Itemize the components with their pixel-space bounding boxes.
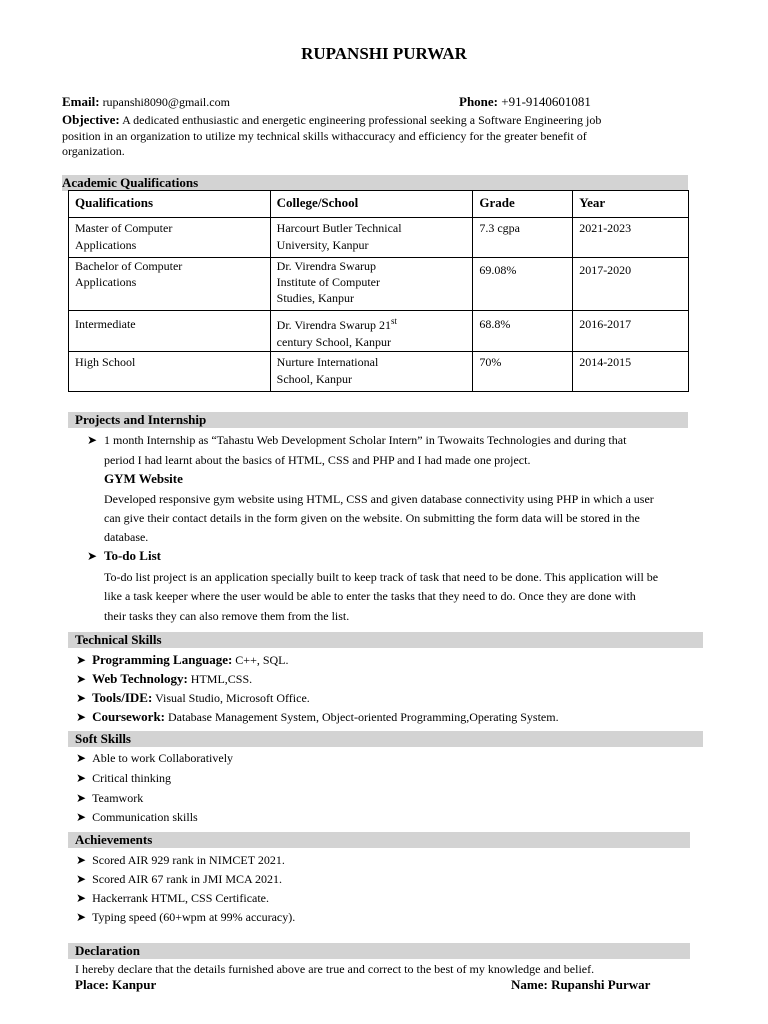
achievements-heading: Achievements xyxy=(75,832,153,847)
cell-line: Institute of Computer xyxy=(276,275,380,289)
table-cell: 2016-2017 xyxy=(573,311,689,352)
phone-line xyxy=(459,94,591,110)
internship-line-1: 1 month Internship as “Tahastu Web Development Scholar Intern” in Twowaits Technologies and during that xyxy=(104,433,627,447)
gym-title: GYM Website xyxy=(104,471,183,486)
projects-heading: Projects and Internship xyxy=(75,412,207,427)
arrow-bullet-icon: ➤ xyxy=(87,433,98,447)
cell-line: Dr. Virendra Swarup 21st xyxy=(276,316,398,332)
arrow-bullet-icon: ➤ xyxy=(76,710,87,724)
todo-line-1: To-do list project is an application specially built to keep track of task that need to be done. This application will be xyxy=(104,570,659,584)
table-cell xyxy=(69,218,271,258)
gym-line-2: can give their contact details in the form given on the website. On submitting the form data will be stored in the xyxy=(104,511,640,525)
todo-line-2: like a task keeper where the user would be able to enter the tasks that they need to do. Once they are done with xyxy=(104,589,636,603)
cell-line: Nurture International xyxy=(276,355,379,369)
table-cell xyxy=(69,311,271,352)
soft-heading-band xyxy=(68,731,703,747)
arrow-bullet-icon: ➤ xyxy=(76,653,87,667)
objective-text-2: position in an organization to utilize my technical skills withaccuracy and efficiency for the greater benefit of xyxy=(62,129,587,143)
email-line xyxy=(62,94,230,110)
email-value: rupanshi8090@gmail.com xyxy=(102,95,230,109)
objective-text-3: organization. xyxy=(62,144,125,158)
cell-line: century School, Kanpur xyxy=(276,335,391,349)
cell-line: Applications xyxy=(75,275,137,289)
technical-item: ➤ Web Technology: HTML,CSS. xyxy=(76,671,253,686)
table-cell: 69.08% xyxy=(473,258,573,311)
table-cell xyxy=(270,258,473,311)
arrow-bullet-icon: ➤ xyxy=(76,910,87,924)
table-header-cell: College/School xyxy=(270,191,473,218)
objective-line-1 xyxy=(62,112,601,128)
cell-line: University, Kanpur xyxy=(276,238,369,252)
declaration-place: Place: Kanpur xyxy=(75,977,157,992)
cell-line: Intermediate xyxy=(75,317,136,331)
soft-item: ➤ Communication skills xyxy=(76,810,198,824)
projects-heading-band xyxy=(68,412,688,428)
table-row xyxy=(69,218,689,258)
email-label: Email: xyxy=(62,94,100,109)
internship-line-2: period I had learnt about the basics of HTML, CSS and PHP and I had made one project. xyxy=(104,453,531,467)
declaration-heading-band xyxy=(68,943,690,959)
table-cell: 7.3 cgpa xyxy=(473,218,573,258)
table-cell: 2017-2020 xyxy=(573,258,689,311)
table-header-row xyxy=(69,191,689,218)
table-cell xyxy=(69,352,271,392)
table-cell xyxy=(270,218,473,258)
cell-line: Bachelor of Computer xyxy=(75,259,183,273)
gym-line-3: database. xyxy=(104,530,149,544)
achievement-item: ➤ Hackerrank HTML, CSS Certificate. xyxy=(76,891,270,905)
cell-line: Studies, Kanpur xyxy=(276,291,354,305)
table-cell xyxy=(270,311,473,352)
table-cell xyxy=(69,258,271,311)
achievement-item: ➤ Scored AIR 929 rank in NIMCET 2021. xyxy=(76,853,285,867)
declaration-heading: Declaration xyxy=(75,943,140,958)
arrow-bullet-icon: ➤ xyxy=(76,691,87,705)
cell-line: High School xyxy=(75,355,136,369)
table-cell xyxy=(270,352,473,392)
table-row xyxy=(69,311,689,352)
table-header-cell: Qualifications xyxy=(69,191,271,218)
cell-line: Harcourt Butler Technical xyxy=(276,221,402,235)
technical-item: ➤ Programming Language: C++, SQL. xyxy=(76,652,289,667)
objective-text-1: A dedicated enthusiastic and energetic engineering professional seeking a Software Engineering job xyxy=(122,113,602,127)
arrow-bullet-icon: ➤ xyxy=(76,853,87,867)
soft-item: ➤ Critical thinking xyxy=(76,771,172,785)
technical-item: ➤ Coursework: Database Management System, Object-oriented Programming,Operating System. xyxy=(76,709,559,724)
arrow-bullet-icon: ➤ xyxy=(76,872,87,886)
table-cell: 70% xyxy=(473,352,573,392)
declaration-text: I hereby declare that the details furnished above are true and correct to the best of my knowledge and belief. xyxy=(75,962,595,976)
arrow-bullet-icon: ➤ xyxy=(76,672,87,686)
gym-line-1: Developed responsive gym website using HTML, CSS and given database connectivity using PHP in which a user xyxy=(104,492,654,506)
table-row xyxy=(69,352,689,392)
objective-label: Objective: xyxy=(62,112,120,127)
academic-table xyxy=(68,190,689,392)
table-cell: 2014-2015 xyxy=(573,352,689,392)
soft-heading: Soft Skills xyxy=(75,731,131,746)
phone-value: +91-9140601081 xyxy=(501,94,591,109)
table-row xyxy=(69,258,689,311)
cell-line: Dr. Virendra Swarup xyxy=(276,259,377,273)
table-header-cell: Year xyxy=(573,191,689,218)
arrow-bullet-icon: ➤ xyxy=(76,771,87,785)
cell-line: School, Kanpur xyxy=(276,372,352,386)
soft-item: ➤ Teamwork xyxy=(76,791,144,805)
phone-label: Phone: xyxy=(459,94,498,109)
academic-heading: Academic Qualifications xyxy=(62,175,199,190)
academic-heading-band xyxy=(62,175,688,191)
resume-name: RUPANSHI PURWAR xyxy=(301,44,467,63)
arrow-bullet-icon: ➤ xyxy=(76,810,87,824)
todo-line-3: their tasks they can also remove them from the list. xyxy=(104,609,350,623)
soft-item: ➤ Able to work Collaboratively xyxy=(76,751,234,765)
table-cell: 68.8% xyxy=(473,311,573,352)
technical-heading: Technical Skills xyxy=(75,632,162,647)
arrow-bullet-icon: ➤ xyxy=(76,791,87,805)
technical-heading-band xyxy=(68,632,703,648)
table-cell: 2021-2023 xyxy=(573,218,689,258)
arrow-bullet-icon: ➤ xyxy=(87,549,98,563)
table-header-cell: Grade xyxy=(473,191,573,218)
declaration-name: Name: Rupanshi Purwar xyxy=(511,977,651,992)
arrow-bullet-icon: ➤ xyxy=(76,751,87,765)
technical-item: ➤ Tools/IDE: Visual Studio, Microsoft Office. xyxy=(76,690,310,705)
cell-line: Master of Computer xyxy=(75,221,173,235)
achievements-heading-band xyxy=(68,832,690,848)
achievement-item: ➤ Scored AIR 67 rank in JMI MCA 2021. xyxy=(76,872,283,886)
todo-title: To-do List xyxy=(104,548,161,563)
cell-line: Applications xyxy=(75,238,137,252)
arrow-bullet-icon: ➤ xyxy=(76,891,87,905)
achievement-item: ➤ Typing speed (60+wpm at 99% accuracy). xyxy=(76,910,296,924)
